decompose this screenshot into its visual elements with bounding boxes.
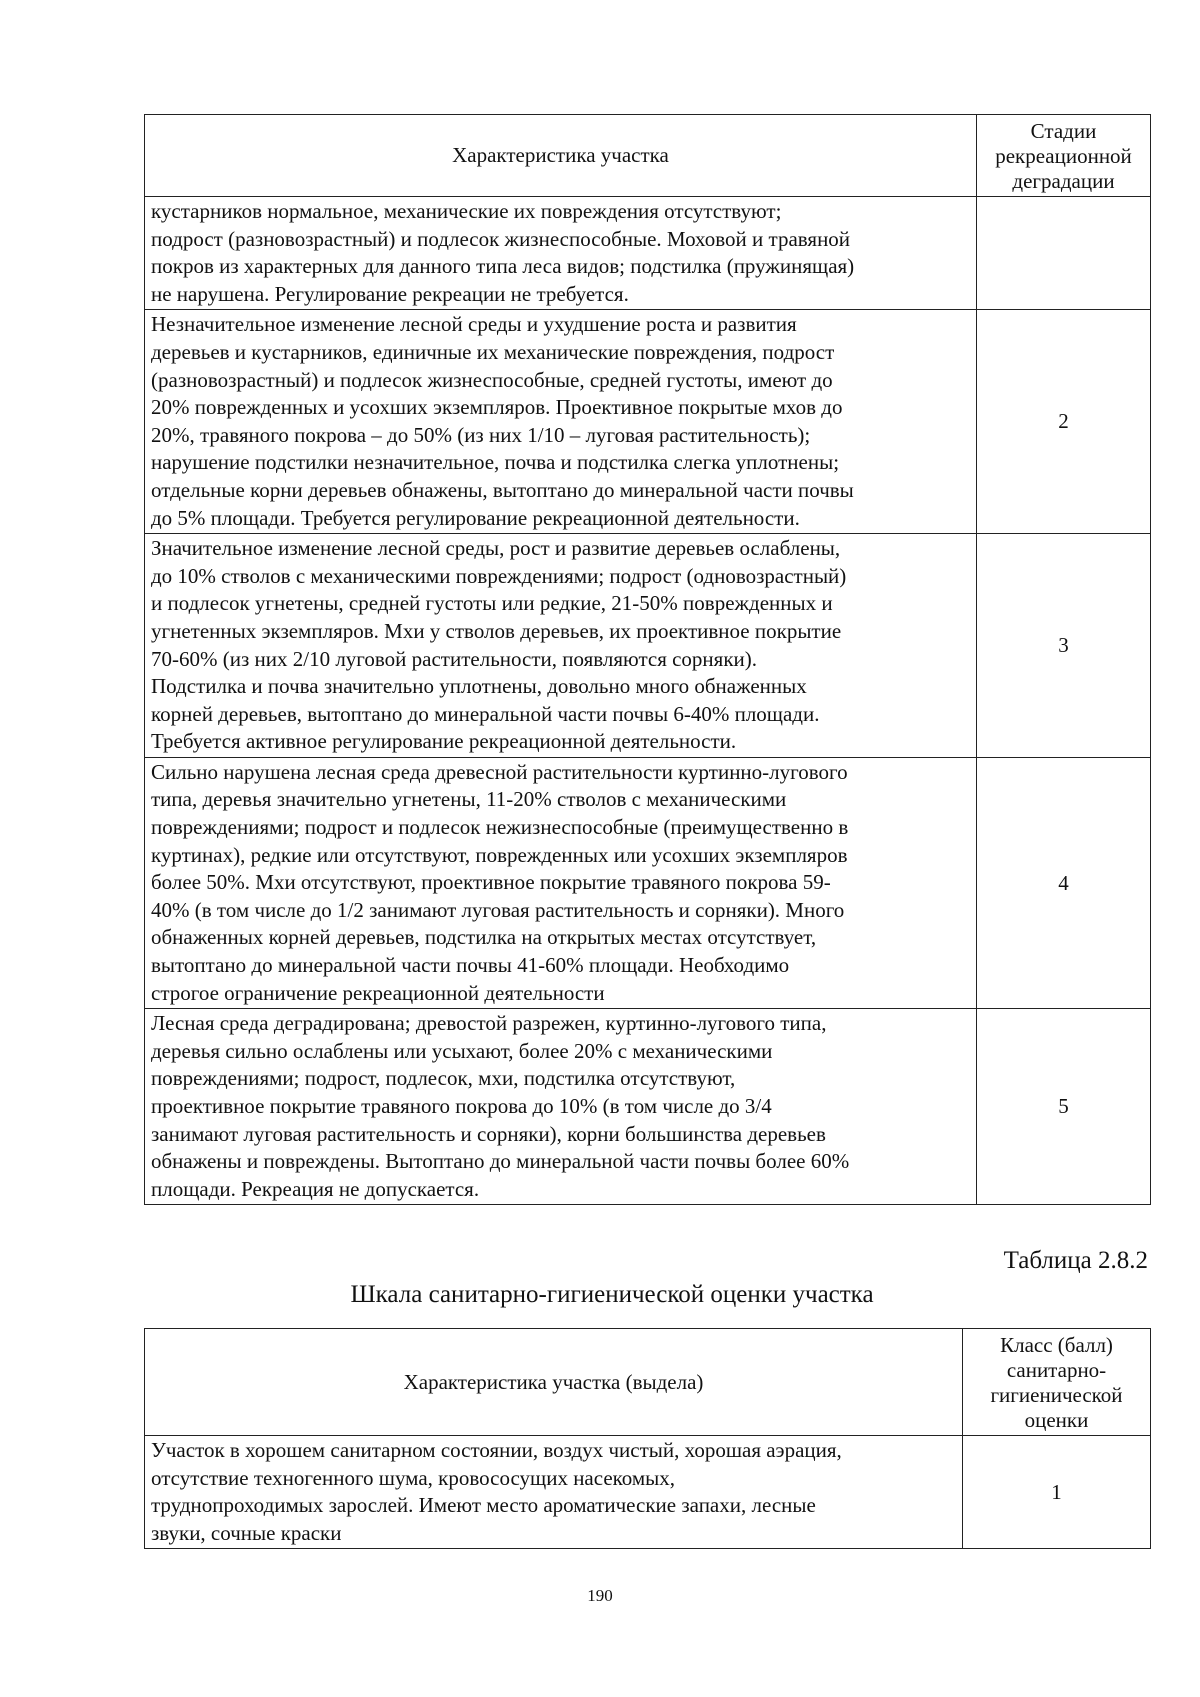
degradation-stage: 3 — [977, 534, 1151, 758]
table-number: Таблица 2.8.2 — [1003, 1247, 1148, 1274]
sanitary-class: 1 — [963, 1436, 1151, 1549]
column-header-line: гигиенической — [990, 1383, 1123, 1407]
text-line: типа, деревья значительно угнетены, 11-20% стволов с механическими — [151, 787, 787, 812]
table-header-row — [145, 1329, 1151, 1436]
text-line: деревья сильно ослаблены или усыхают, более 20% с механическими — [151, 1038, 773, 1063]
text-line: Значительное изменение лесной среды, рост и развитие деревьев ослаблены, — [151, 536, 841, 561]
text-line: звуки, сочные краски — [151, 1520, 342, 1545]
row-description — [145, 197, 977, 310]
column-header-characteristic-plot: Характеристика участка (выдела) — [145, 1329, 963, 1436]
table-row — [145, 310, 1151, 534]
text-line: до 10% стволов с механическими повреждениями; подрост (одновозрастный) — [151, 563, 847, 588]
text-line: Сильно нарушена лесная среда древесной растительности куртинно-лугового — [151, 759, 848, 784]
table-row — [145, 757, 1151, 1008]
column-header-line: Стадии — [1030, 119, 1097, 143]
text-line: 20%, травяного покрова – до 50% (из них 1/10 – луговая растительность); — [151, 422, 811, 447]
text-line: 40% (в том числе до 1/2 занимают луговая растительность и сорняки). Много — [151, 897, 845, 922]
column-header-line: оценки — [1024, 1408, 1089, 1432]
table-header-row — [145, 115, 1151, 197]
column-header-line: Класс (балл) — [1000, 1333, 1113, 1357]
text-line: корней деревьев, вытоптано до минеральной части почвы 6-40% площади. — [151, 701, 820, 726]
table-row — [145, 197, 1151, 310]
text-line: до 5% площади. Требуется регулирование рекреационной деятельности. — [151, 505, 800, 530]
text-line: кустарников нормальное, механические их повреждения отсутствуют; — [151, 199, 782, 223]
text-line: труднопроходимых зарослей. Имеют место ароматические запахи, лесные — [151, 1493, 816, 1518]
degradation-stage — [977, 197, 1151, 310]
text-line: обнаженных корней деревьев, подстилка на открытых местах отсутствует, — [151, 925, 817, 950]
row-description — [145, 1009, 977, 1205]
recreational-degradation-table — [144, 114, 1151, 1205]
text-line: занимают луговая растительность и сорняки), корни большинства деревьев — [151, 1121, 826, 1146]
row-description — [145, 1436, 963, 1549]
table-row — [145, 1436, 1151, 1549]
text-line: обнажены и повреждены. Вытоптано до минеральной части почвы более 60% — [151, 1149, 850, 1174]
text-line: более 50%. Мхи отсутствуют, проективное покрытие травяного покрова 59- — [151, 870, 831, 895]
page-number: 190 — [587, 1586, 613, 1605]
text-line: Лесная среда деградирована; древостой разрежен, куртинно-лугового типа, — [151, 1011, 827, 1036]
text-line: куртинах), редкие или отсутствуют, поврежденных или усохших экземпляров — [151, 842, 848, 867]
text-line: Участок в хорошем санитарном состоянии, воздух чистый, хорошая аэрация, — [151, 1438, 842, 1462]
text-line: Требуется активное регулирование рекреационной деятельности. — [151, 729, 737, 754]
sanitary-hygienic-table — [144, 1328, 1151, 1549]
column-header-line: деградации — [1012, 169, 1115, 193]
text-line: и подлесок угнетены, средней густоты или редкие, 21-50% поврежденных и — [151, 591, 833, 616]
table-row — [145, 1009, 1151, 1205]
text-line: покров из характерных для данного типа леса видов; подстилка (пружинящая) — [151, 254, 855, 279]
column-header-stages — [977, 115, 1151, 197]
column-header-line: санитарно- — [1006, 1358, 1107, 1382]
column-header-characteristic: Характеристика участка — [145, 115, 977, 197]
text-line: повреждениями; подрост, подлесок, мхи, подстилка отсутствуют, — [151, 1066, 736, 1091]
degradation-stage: 5 — [977, 1009, 1151, 1205]
table-row — [145, 534, 1151, 758]
text-line: Подстилка и почва значительно уплотнены, довольно много обнаженных — [151, 674, 807, 699]
text-line: угнетенных экземпляров. Мхи у стволов деревьев, их проективное покрытие — [151, 618, 842, 643]
degradation-stage: 4 — [977, 757, 1151, 1008]
text-line: вытоптано до минеральной части почвы 41-60% площади. Необходимо — [151, 953, 790, 978]
row-description — [145, 534, 977, 758]
column-header-line: рекреационной — [995, 144, 1132, 168]
text-line: строгое ограничение рекреационной деятельности — [151, 980, 605, 1005]
degradation-stage: 2 — [977, 310, 1151, 534]
text-line: повреждениями; подрост и подлесок нежизнеспособные (преимущественно в — [151, 815, 849, 840]
text-line: 70-60% (из них 2/10 луговой растительности, появляются сорняки). — [151, 646, 758, 671]
text-line: проективное покрытие травяного покрова до 10% (в том числе до 3/4 — [151, 1094, 772, 1118]
text-line: отдельные корни деревьев обнажены, вытоптано до минеральной части почвы — [151, 477, 854, 502]
text-line: не нарушена. Регулирование рекреации не требуется. — [151, 281, 629, 306]
text-line: подрост (разновозрастный) и подлесок жизнеспособные. Моховой и травяной — [151, 226, 851, 251]
row-description — [145, 310, 977, 534]
text-line: Незначительное изменение лесной среды и ухудшение роста и развития — [151, 312, 797, 337]
text-line: площади. Рекреация не допускается. — [151, 1176, 480, 1201]
text-line: деревьев и кустарников, единичные их механические повреждения, подрост — [151, 339, 835, 364]
row-description — [145, 757, 977, 1008]
column-header-class — [963, 1329, 1151, 1436]
text-line: нарушение подстилки незначительное, почва и подстилка слегка уплотнены; — [151, 450, 840, 475]
table-title: Шкала санитарно-гигиенической оценки участка — [350, 1281, 874, 1308]
text-line: отсутствие техногенного шума, кровососущих насекомых, — [151, 1465, 676, 1490]
text-line: 20% поврежденных и усохших экземпляров. Проективное покрытые мхов до — [151, 395, 843, 420]
text-line: (разновозрастный) и подлесок жизнеспособные, средней густоты, имеют до — [151, 367, 833, 392]
